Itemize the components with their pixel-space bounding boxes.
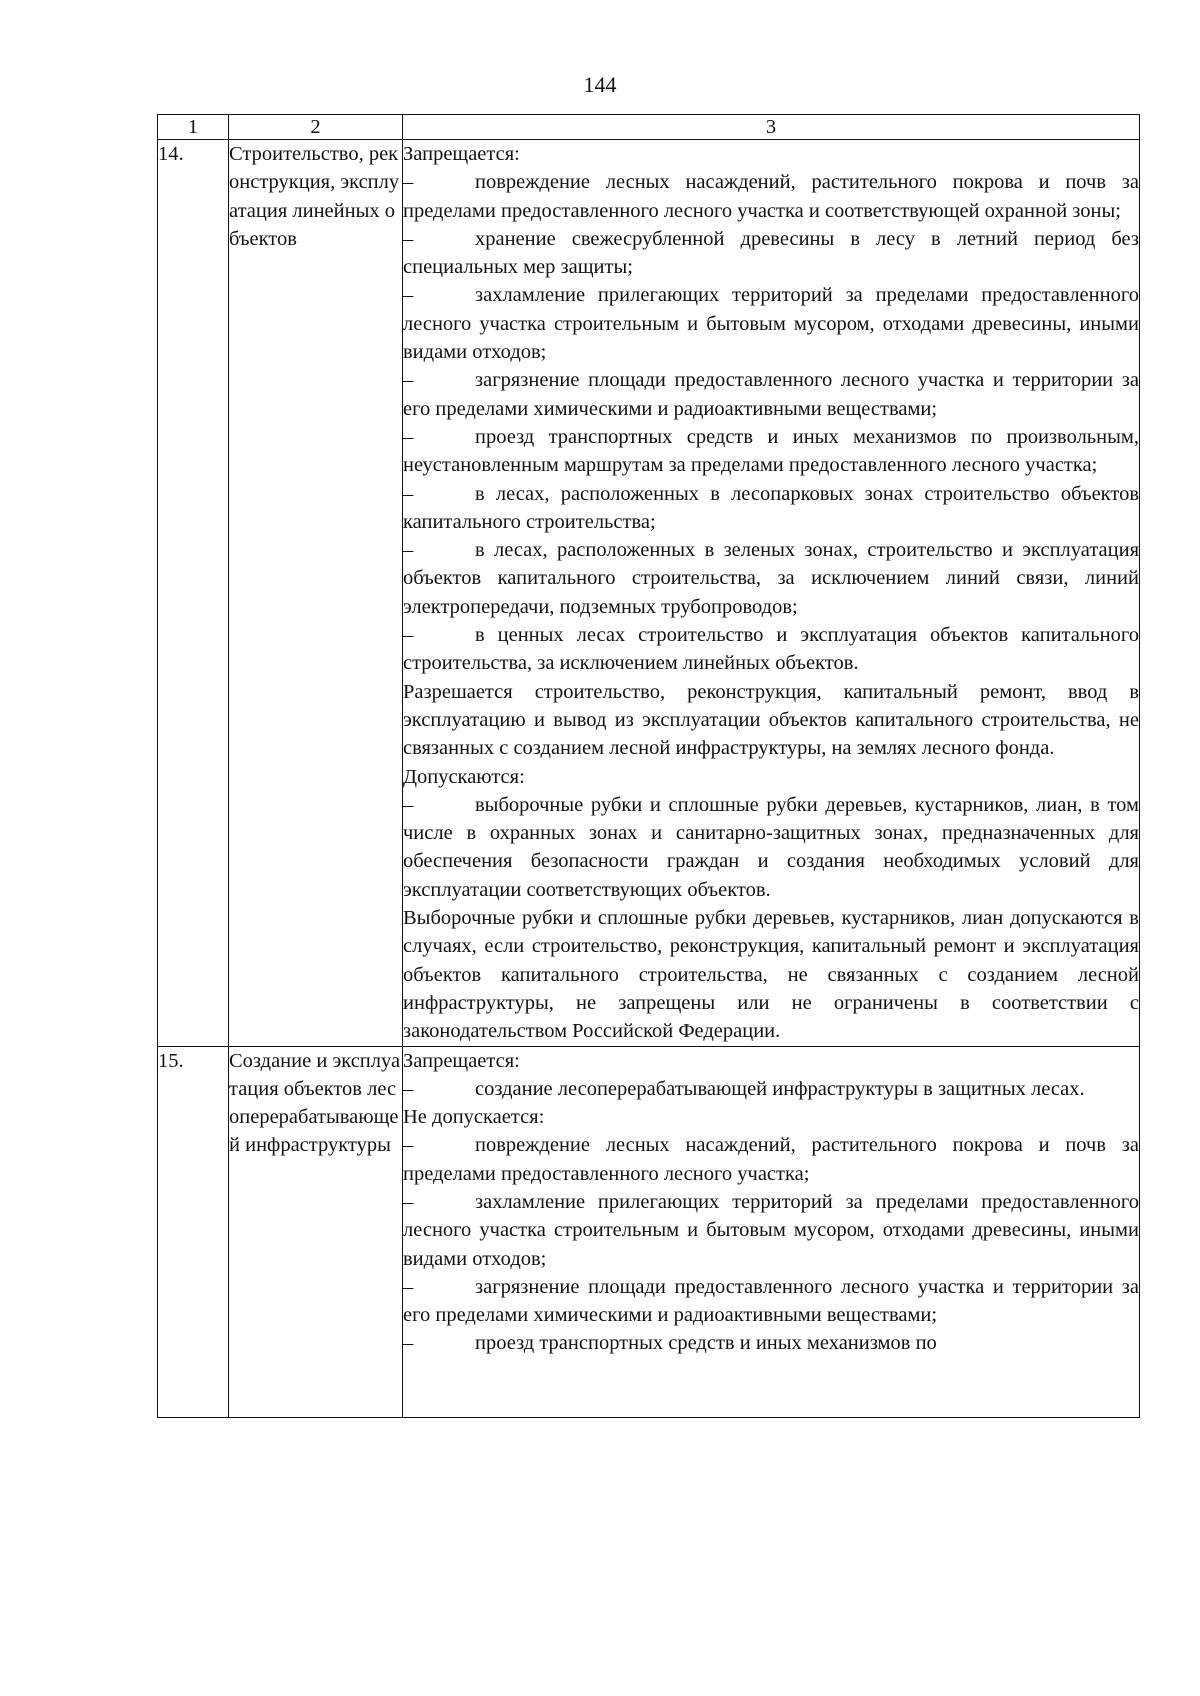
rule-item	[403, 1131, 1139, 1188]
rule-item	[403, 621, 1139, 678]
rule-paragraph: Выборочные рубки и сплошные рубки деревьев, кустарников, лиан допускаются в случаях, если строительство, реконструкция, капитальный ремонт и эксплуатация объектов капитального строительства, не связанных с созданием лесной инфраструктуры, не запрещены или не ограничены в соответствии с законодательством Российской Федерации.	[403, 907, 1139, 1043]
dash-bullet: –	[403, 284, 414, 307]
dash-bullet: –	[403, 1134, 414, 1157]
rule-item-text: повреждение лесных насаждений, растительного покрова и почв за пределами предоставленного лесного участка;	[403, 1134, 1139, 1185]
dash-bullet: –	[403, 539, 414, 562]
rule-item-text: повреждение лесных насаждений, растительного покрова и почв за пределами предоставленного лесного участка и соответствующей охранной зоны;	[403, 171, 1139, 222]
activity-rules	[403, 1046, 1140, 1417]
rule-item	[403, 1075, 1139, 1103]
column-header-3: 3	[403, 115, 1140, 140]
rule-paragraph: Запрещается:	[403, 143, 520, 165]
page-number: 144	[583, 72, 617, 97]
dash-bullet: –	[403, 171, 414, 194]
column-header-1: 1	[158, 115, 229, 140]
rule-item	[403, 480, 1139, 537]
activity-name: Создание и эксплуатация объектов лесоперерабатывающей инфраструктуры	[229, 1046, 403, 1417]
rule-item	[403, 168, 1139, 225]
dash-bullet: –	[403, 425, 414, 448]
rule-item-text: хранение свежесрубленной древесины в лесу в летний период без специальных мер защиты;	[403, 227, 1139, 279]
dash-bullet: –	[403, 1275, 414, 1298]
rule-item	[403, 281, 1139, 366]
dash-bullet: –	[403, 369, 414, 392]
dash-bullet: –	[403, 227, 414, 250]
activity-rules	[403, 140, 1140, 1047]
rule-item-text: захламление прилегающих территорий за пределами предоставленного лесного участка строительным и бытовым мусором, отходами древесины, иными видами отходов;	[403, 1190, 1139, 1270]
regulation-table	[157, 114, 1140, 1418]
rule-item-text: в лесах, расположенных в зеленых зонах, строительство и эксплуатация объектов капитального строительства, за исключением линий связи, линий электропередачи, подземных трубопроводов;	[403, 539, 1139, 618]
table-row	[158, 140, 1140, 1047]
rule-item	[403, 791, 1139, 904]
activity-name: Строительство, реконструкция, эксплуатация линейных объектов	[229, 140, 403, 1047]
rule-item-text: создание лесоперерабатывающей инфраструктуры в защитных лесах.	[475, 1077, 1085, 1100]
rule-paragraph: Не допускается:	[403, 1106, 545, 1129]
rule-item	[403, 1188, 1139, 1273]
row-number: 15.	[158, 1046, 229, 1417]
rule-item-text: выборочные рубки и сплошные рубки деревьев, кустарников, лиан, в том числе в охранных зонах и санитарно-защитных зонах, предназначенных для обеспечения безопасности граждан и создания необходимых условий для эксплуатации соответствующих объектов.	[403, 793, 1139, 901]
rule-paragraph: Допускаются:	[403, 765, 525, 788]
dash-bullet: –	[403, 1190, 414, 1213]
rule-item-text: захламление прилегающих территорий за пределами предоставленного лесного участка строительным и бытовым мусором, отходами древесины, иными видами отходов;	[403, 284, 1139, 364]
rule-item-text: загрязнение площади предоставленного лесного участка и территории за его пределами химическими и радиоактивными веществами;	[403, 1275, 1139, 1327]
rule-item-text: проезд транспортных средств и иных механизмов по произвольным, неустановленным маршрутам за пределами предоставленного лесного участка;	[403, 425, 1139, 477]
dash-bullet: –	[403, 1077, 414, 1100]
row-number: 14.	[158, 140, 229, 1047]
column-header-2: 2	[229, 115, 403, 140]
table-row	[158, 1046, 1140, 1417]
rule-item	[403, 225, 1139, 282]
rule-paragraph: Запрещается:	[403, 1049, 520, 1072]
dash-bullet: –	[403, 624, 414, 647]
rule-item-text: в ценных лесах строительство и эксплуатация объектов капитального строительства, за исключением линейных объектов.	[403, 624, 1139, 675]
rule-item	[403, 423, 1139, 480]
rule-item	[403, 536, 1139, 621]
rule-paragraph: Разрешается строительство, реконструкция, капитальный ремонт, ввод в эксплуатацию и вывод из эксплуатации объектов капитального строительства, не связанных с созданием лесной инфраструктуры, на землях лесного фонда.	[403, 680, 1139, 760]
rule-item-text: проезд транспортных средств и иных механизмов по	[475, 1332, 937, 1355]
rule-item	[403, 1329, 1139, 1357]
dash-bullet: –	[403, 793, 414, 816]
dash-bullet: –	[403, 1332, 414, 1355]
rule-item	[403, 366, 1139, 423]
rule-item-text: в лесах, расположенных в лесопарковых зонах строительство объектов капитального строительства;	[403, 482, 1139, 533]
rule-item-text: загрязнение площади предоставленного лесного участка и территории за его пределами химическими и радиоактивными веществами;	[403, 369, 1139, 420]
rule-item	[403, 1273, 1139, 1330]
table-header-row	[158, 115, 1140, 140]
dash-bullet: –	[403, 482, 414, 505]
